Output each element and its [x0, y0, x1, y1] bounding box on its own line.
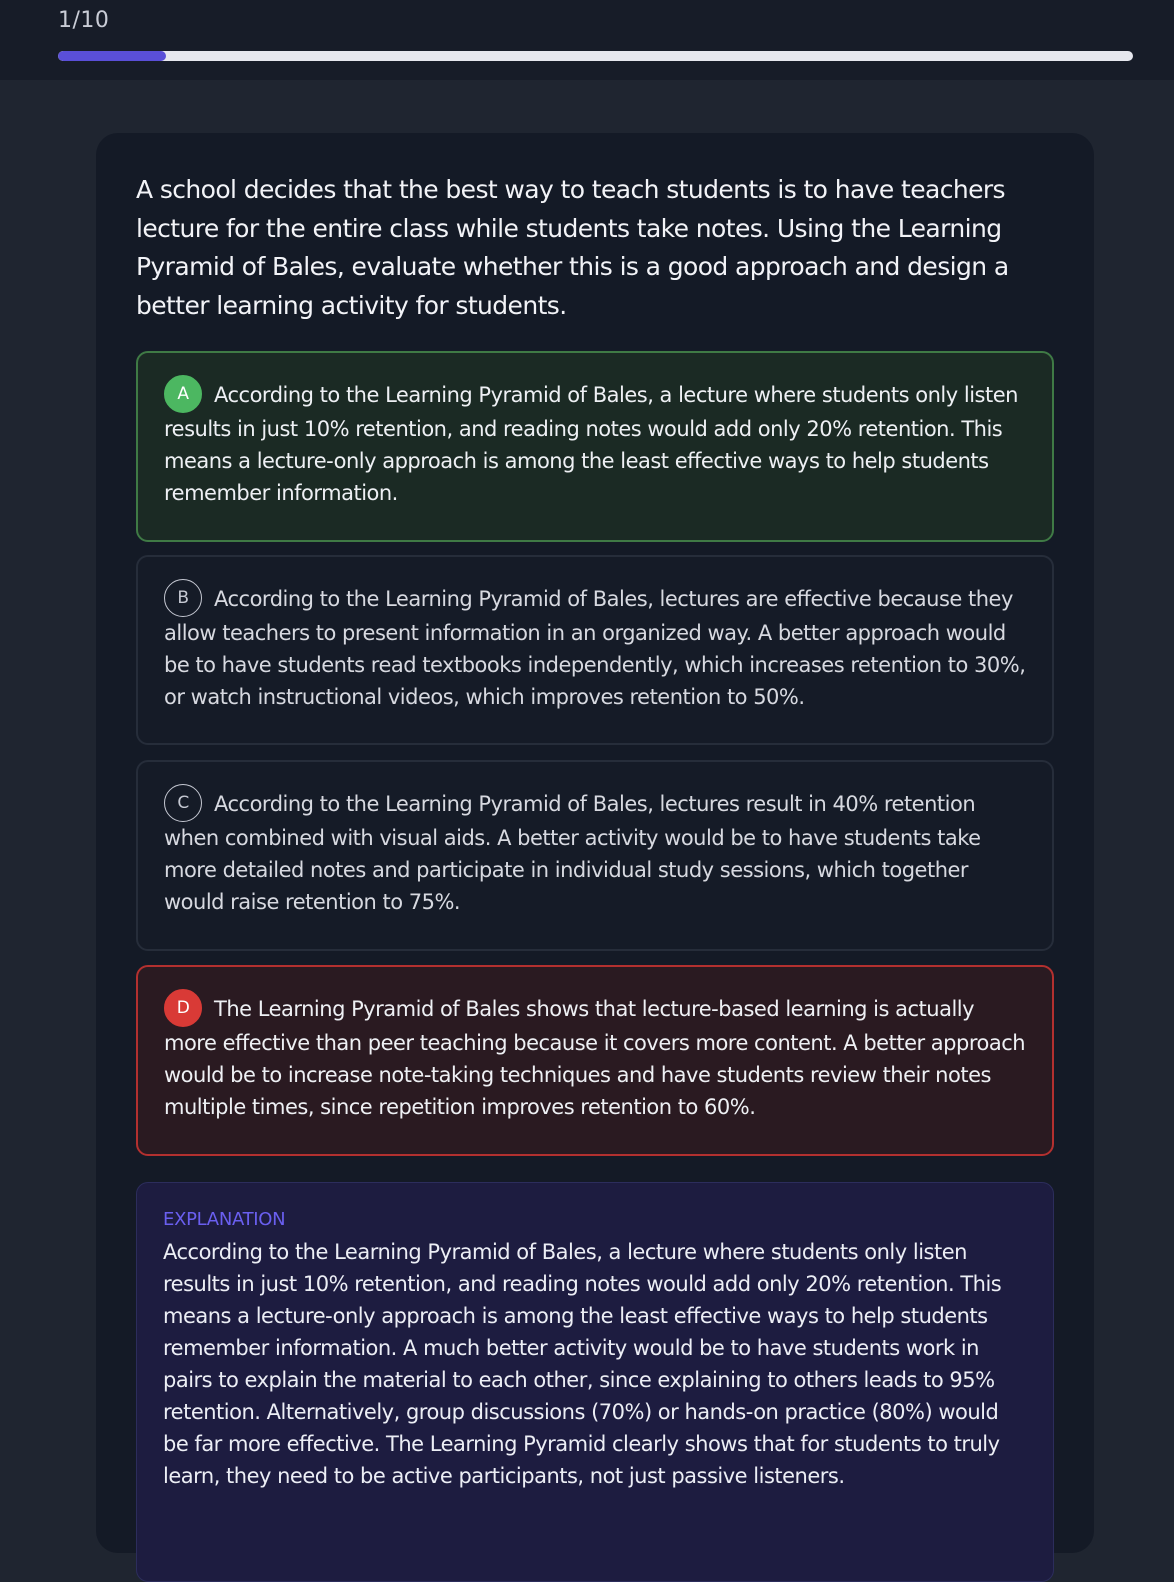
explanation-text: According to the Learning Pyramid of Bales, a lecture where students only listen results in just 10% retention, and reading notes would add only 20% retention. This means a lecture-only approach is among the least effective ways to help students remember information. A much better activity would be to have students work in pairs to explain the material to each other, since explaining to others leads to 95% retention. Alternatively, group discussions (70%) or hands-on practice (80%) would be far more effective. The Learning Pyramid clearly shows that for students to truly learn, they need to be active participants, not just passive listeners.	[163, 1240, 1002, 1488]
question-card	[96, 133, 1094, 1553]
option-c-content	[164, 788, 1026, 918]
answer-option-b[interactable]	[136, 555, 1054, 745]
explanation-title: EXPLANATION	[163, 1209, 286, 1230]
answer-option-a[interactable]	[136, 351, 1054, 542]
option-d-content	[164, 993, 1026, 1123]
progress-bar-fill	[58, 51, 166, 61]
answer-option-d[interactable]	[136, 965, 1054, 1156]
option-c-badge: C	[164, 784, 202, 822]
option-b-badge: B	[164, 579, 202, 617]
option-a-text: According to the Learning Pyramid of Bales, a lecture where students only listen results in just 10% retention, and reading notes would add only 20% retention. This means a lecture-only approach is among the least effective ways to help students remember information.	[164, 383, 1018, 505]
option-c-text: According to the Learning Pyramid of Bales, lectures result in 40% retention when combined with visual aids. A better activity would be to have students take more detailed notes and participate in individual study sessions, which together would raise retention to 75%.	[164, 792, 981, 914]
option-d-text: The Learning Pyramid of Bales shows that lecture-based learning is actually more effective than peer teaching because it covers more content. A better approach would be to increase note-taking techniques and have students review their notes multiple times, since repetition improves retention to 60%.	[164, 997, 1026, 1119]
option-b-text: According to the Learning Pyramid of Bales, lectures are effective because they allow teachers to present information in an organized way. A better approach would be to have students read textbooks independently, which increases retention to 30%, or watch instructional videos, which improves retention to 50%.	[164, 587, 1026, 709]
option-d-wrong-badge: D	[164, 989, 202, 1027]
option-b-content	[164, 583, 1026, 713]
option-a-correct-badge: A	[164, 375, 202, 413]
answer-option-c[interactable]	[136, 760, 1054, 951]
explanation-panel	[136, 1182, 1054, 1582]
progress-bar	[58, 51, 1133, 61]
progress-header	[0, 0, 1174, 80]
question-counter: 1/10	[58, 8, 110, 33]
question-text: A school decides that the best way to teach students is to have teachers lecture for the entire class while students take notes. Using the Learning Pyramid of Bales, evaluate whether this is a good approach and design a better learning activity for students.	[136, 175, 1009, 320]
option-a-content	[164, 379, 1026, 509]
